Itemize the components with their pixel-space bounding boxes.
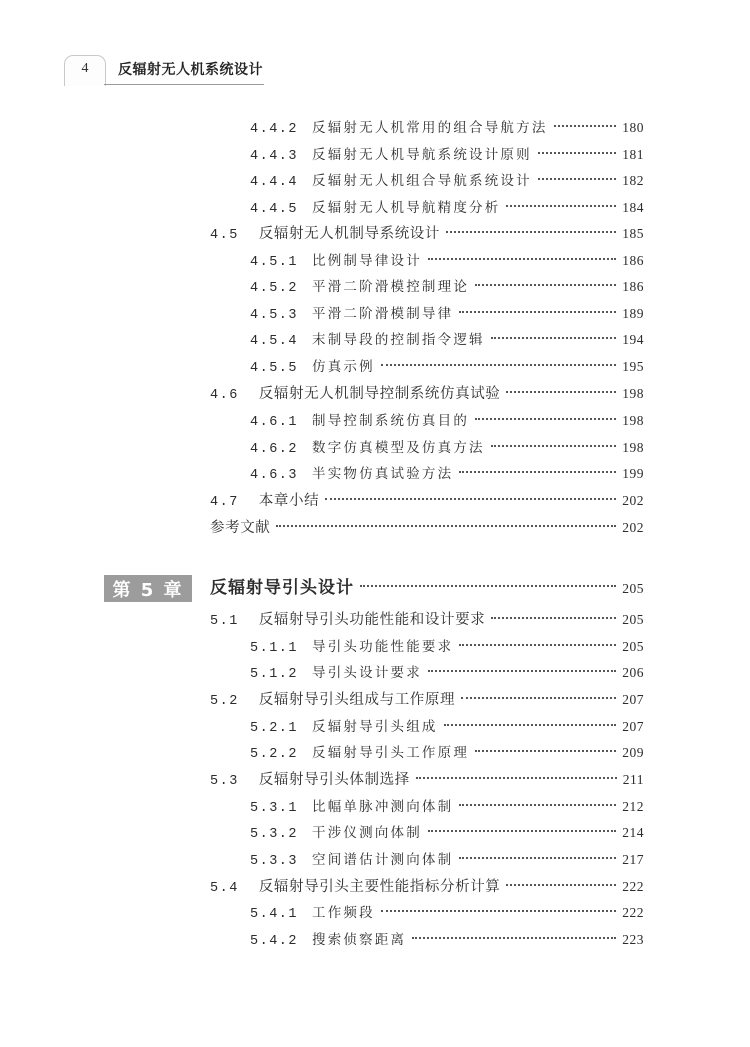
toc-entry-4-7[interactable]: [210, 491, 644, 513]
toc-entry-page: 205: [622, 639, 644, 654]
leader-dots: [475, 284, 616, 286]
toc-entry-page: 211: [622, 772, 644, 787]
toc-entry-page: 202: [622, 493, 644, 508]
leader-dots: [381, 364, 616, 366]
toc-entry-5-3-3[interactable]: [250, 850, 644, 872]
toc-entry-4-4-2[interactable]: [250, 118, 644, 140]
toc-entry-number: 5.3.1: [250, 801, 299, 816]
toc-entry-4-4-3[interactable]: [250, 145, 644, 167]
toc-entry-4-4-4[interactable]: [250, 171, 644, 193]
toc-entry-4-6[interactable]: [210, 384, 644, 406]
toc-entry-page: 206: [622, 665, 644, 680]
page-number-tab: [64, 55, 106, 86]
toc-entry-number: 4.6.3: [250, 468, 299, 483]
toc-entry-title: 制导控制系统仿真目的: [312, 413, 470, 429]
leader-dots: [325, 498, 616, 500]
toc-entry-page: 207: [622, 719, 644, 734]
toc-entry-page: 205: [622, 581, 644, 596]
toc-entry-number: 4.5: [210, 228, 239, 243]
leader-dots: [459, 857, 616, 859]
toc-entry-page: 182: [622, 173, 644, 188]
toc-entry-4-5-4[interactable]: [250, 330, 644, 352]
toc-entry-5-1[interactable]: [210, 610, 644, 632]
toc-entry-number: 4.5.4: [250, 334, 299, 349]
toc-entry-5-2[interactable]: [210, 690, 644, 712]
toc-entry-number: 5.1.1: [250, 641, 299, 656]
toc-entry-number: 4.7: [210, 495, 239, 510]
page-header: [0, 0, 750, 95]
toc-entry-title: 反辐射无人机导航精度分析: [312, 200, 501, 216]
toc-entry-title: 反辐射无人机导航系统设计原则: [312, 147, 532, 163]
toc-entry-title: 反辐射导引头功能性能和设计要求: [258, 612, 486, 628]
leader-dots: [412, 937, 616, 939]
toc-entry-5-4-1[interactable]: [250, 903, 644, 925]
toc-entry-title: 导引头设计要求: [312, 665, 422, 681]
toc-entry-number: 5.1.2: [250, 667, 299, 682]
leader-dots: [506, 884, 616, 886]
toc-entry-5-1-2[interactable]: [250, 663, 644, 685]
toc-entry-page: 186: [622, 253, 644, 268]
toc-entry-5-2-2[interactable]: [250, 743, 644, 765]
toc-entry-4-5[interactable]: [210, 224, 644, 246]
toc-entry-page: 207: [622, 692, 644, 707]
leader-dots: [554, 125, 617, 127]
chapter-label-badge: 第 5 章: [104, 575, 192, 602]
chapter-title: 反辐射导引头设计: [210, 578, 354, 598]
toc-entry-page: 217: [622, 852, 644, 867]
toc-entry-4-6-1[interactable]: [250, 411, 644, 433]
leader-dots: [491, 337, 617, 339]
toc-entry-number: 4.4.4: [250, 175, 299, 190]
toc-entry-number: 5.4.2: [250, 934, 299, 949]
leader-dots: [506, 391, 616, 393]
toc-entry-page: 184: [622, 200, 644, 215]
toc-entry-number: 5.2.1: [250, 721, 299, 736]
leader-dots: [475, 418, 616, 420]
toc-entry-4-6-3[interactable]: [250, 464, 644, 486]
toc-entry-5-4[interactable]: [210, 877, 644, 899]
page-number: 4: [81, 61, 89, 76]
toc-entry-number: 5.3.3: [250, 854, 299, 869]
toc-entry-number: 5.2.2: [250, 747, 299, 762]
toc-entry-page: 212: [622, 799, 644, 814]
header-rule: [104, 84, 264, 85]
toc-entry-page: 198: [622, 386, 644, 401]
toc-entry-number: 5.1: [210, 614, 239, 629]
toc-entry-4-5-2[interactable]: [250, 277, 644, 299]
leader-dots: [416, 777, 617, 779]
toc-entry-title: 反辐射导引头组成与工作原理: [258, 692, 456, 708]
toc-entry-5-1-1[interactable]: [250, 637, 644, 659]
leader-dots: [538, 178, 616, 180]
leader-dots: [491, 445, 617, 447]
leader-dots: [428, 830, 616, 832]
running-title: 反辐射无人机系统设计: [118, 62, 263, 78]
toc-entry-title: 反辐射导引头主要性能指标分析计算: [258, 879, 501, 895]
toc-entry-4-4-5[interactable]: [250, 198, 644, 220]
toc-entry-page: 223: [622, 932, 644, 947]
toc-entry-number: 4.6.1: [250, 415, 299, 430]
toc-entry-number: 4.5.1: [250, 255, 299, 270]
toc-entry-title: 搜索侦察距离: [312, 932, 407, 948]
leader-dots: [459, 804, 616, 806]
toc-entry-title: 末制导段的控制指令逻辑: [312, 332, 485, 348]
leader-dots: [276, 525, 616, 527]
toc-entry-number: 4.6: [210, 388, 239, 403]
toc-entry-number: 4.4.3: [250, 149, 299, 164]
toc-entry-page: 195: [622, 359, 644, 374]
toc-entry-number: 5.3: [210, 774, 239, 789]
toc-entry-page: 181: [622, 147, 644, 162]
toc-entry-number: 4.4.5: [250, 202, 299, 217]
leader-dots: [381, 910, 616, 912]
toc-entry-number: 5.4: [210, 881, 239, 896]
toc-entry-number: 4.5.2: [250, 281, 299, 296]
leader-dots: [459, 471, 616, 473]
toc-entry-page: 194: [622, 332, 644, 347]
toc-entry-references[interactable]: [210, 518, 644, 538]
toc-entry-title: 平滑二阶滑模控制理论: [312, 279, 470, 295]
leader-dots: [491, 617, 616, 619]
toc-entry-page: 198: [622, 413, 644, 428]
toc-entry-4-5-3[interactable]: [250, 304, 644, 326]
leader-dots: [538, 152, 616, 154]
toc-entry-5-3-2[interactable]: [250, 823, 644, 845]
toc-entry-page: 199: [622, 466, 644, 481]
toc-entry-title: 反辐射无人机常用的组合导航方法: [312, 120, 548, 136]
leader-dots: [428, 670, 616, 672]
toc-entry-title: 仿真示例: [312, 359, 375, 375]
toc-entry-page: 222: [622, 905, 644, 920]
toc-entry-page: 186: [622, 279, 644, 294]
toc-entry-page: 198: [622, 440, 644, 455]
toc-entry-number: 5.4.1: [250, 907, 299, 922]
toc-entry-4-6-2[interactable]: [250, 438, 644, 460]
toc-entry-number: 4.4.2: [250, 122, 299, 137]
leader-dots: [428, 258, 616, 260]
toc-entry-number: 4.6.2: [250, 442, 299, 457]
leader-dots: [506, 205, 616, 207]
toc-entry-title: 数字仿真模型及仿真方法: [312, 440, 485, 456]
toc-entry-5-2-1[interactable]: [250, 717, 644, 739]
toc-entry-number: 5.2: [210, 694, 239, 709]
leader-dots: [360, 585, 616, 587]
toc-entry-title: 干涉仪测向体制: [312, 825, 422, 841]
toc-entry-number: 5.3.2: [250, 827, 299, 842]
toc-entry-title: 比幅单脉冲测向体制: [312, 799, 454, 815]
toc-entry-number: 4.5.5: [250, 361, 299, 376]
toc-chapter-5[interactable]: [210, 578, 644, 599]
toc-entry-title: 导引头功能性能要求: [312, 639, 454, 655]
toc-entry-title: 工作频段: [312, 905, 375, 921]
toc-entry-title: 反辐射无人机制导控制系统仿真试验: [258, 386, 501, 402]
toc-entry-title: 反辐射无人机制导系统设计: [258, 226, 441, 242]
toc-entry-title: 比例制导律设计: [312, 253, 422, 269]
leader-dots: [459, 644, 616, 646]
toc-entry-page: 222: [622, 879, 644, 894]
toc-entry-page: 185: [622, 226, 644, 241]
toc-entry-page: 189: [622, 306, 644, 321]
toc-entry-title: 参考文献: [210, 520, 271, 536]
toc-entry-title: 平滑二阶滑模制导律: [312, 306, 454, 322]
leader-dots: [459, 311, 616, 313]
toc-entry-page: 205: [622, 612, 644, 627]
toc-entry-number: 4.5.3: [250, 308, 299, 323]
toc-entry-title: 反辐射无人机组合导航系统设计: [312, 173, 532, 189]
toc-entry-page: 214: [622, 825, 644, 840]
leader-dots: [475, 750, 616, 752]
toc-entry-4-5-5[interactable]: [250, 357, 644, 379]
toc-entry-title: 反辐射导引头工作原理: [312, 745, 470, 761]
toc-entry-title: 半实物仿真试验方法: [312, 466, 454, 482]
toc-entry-page: 202: [622, 520, 644, 535]
toc-entry-5-3-1[interactable]: [250, 797, 644, 819]
toc-entry-title: 空间谱估计测向体制: [312, 852, 454, 868]
toc-entry-title: 反辐射导引头体制选择: [258, 772, 410, 788]
leader-dots: [446, 231, 616, 233]
leader-dots: [444, 724, 617, 726]
toc-entry-page: 209: [622, 745, 644, 760]
toc-entry-4-5-1[interactable]: [250, 251, 644, 273]
toc-entry-5-4-2[interactable]: [250, 930, 644, 952]
toc-entry-title: 反辐射导引头组成: [312, 719, 438, 735]
toc-entry-5-3[interactable]: [210, 770, 644, 792]
leader-dots: [461, 697, 616, 699]
toc-entry-page: 180: [622, 120, 644, 135]
toc-entry-title: 本章小结: [258, 493, 320, 509]
